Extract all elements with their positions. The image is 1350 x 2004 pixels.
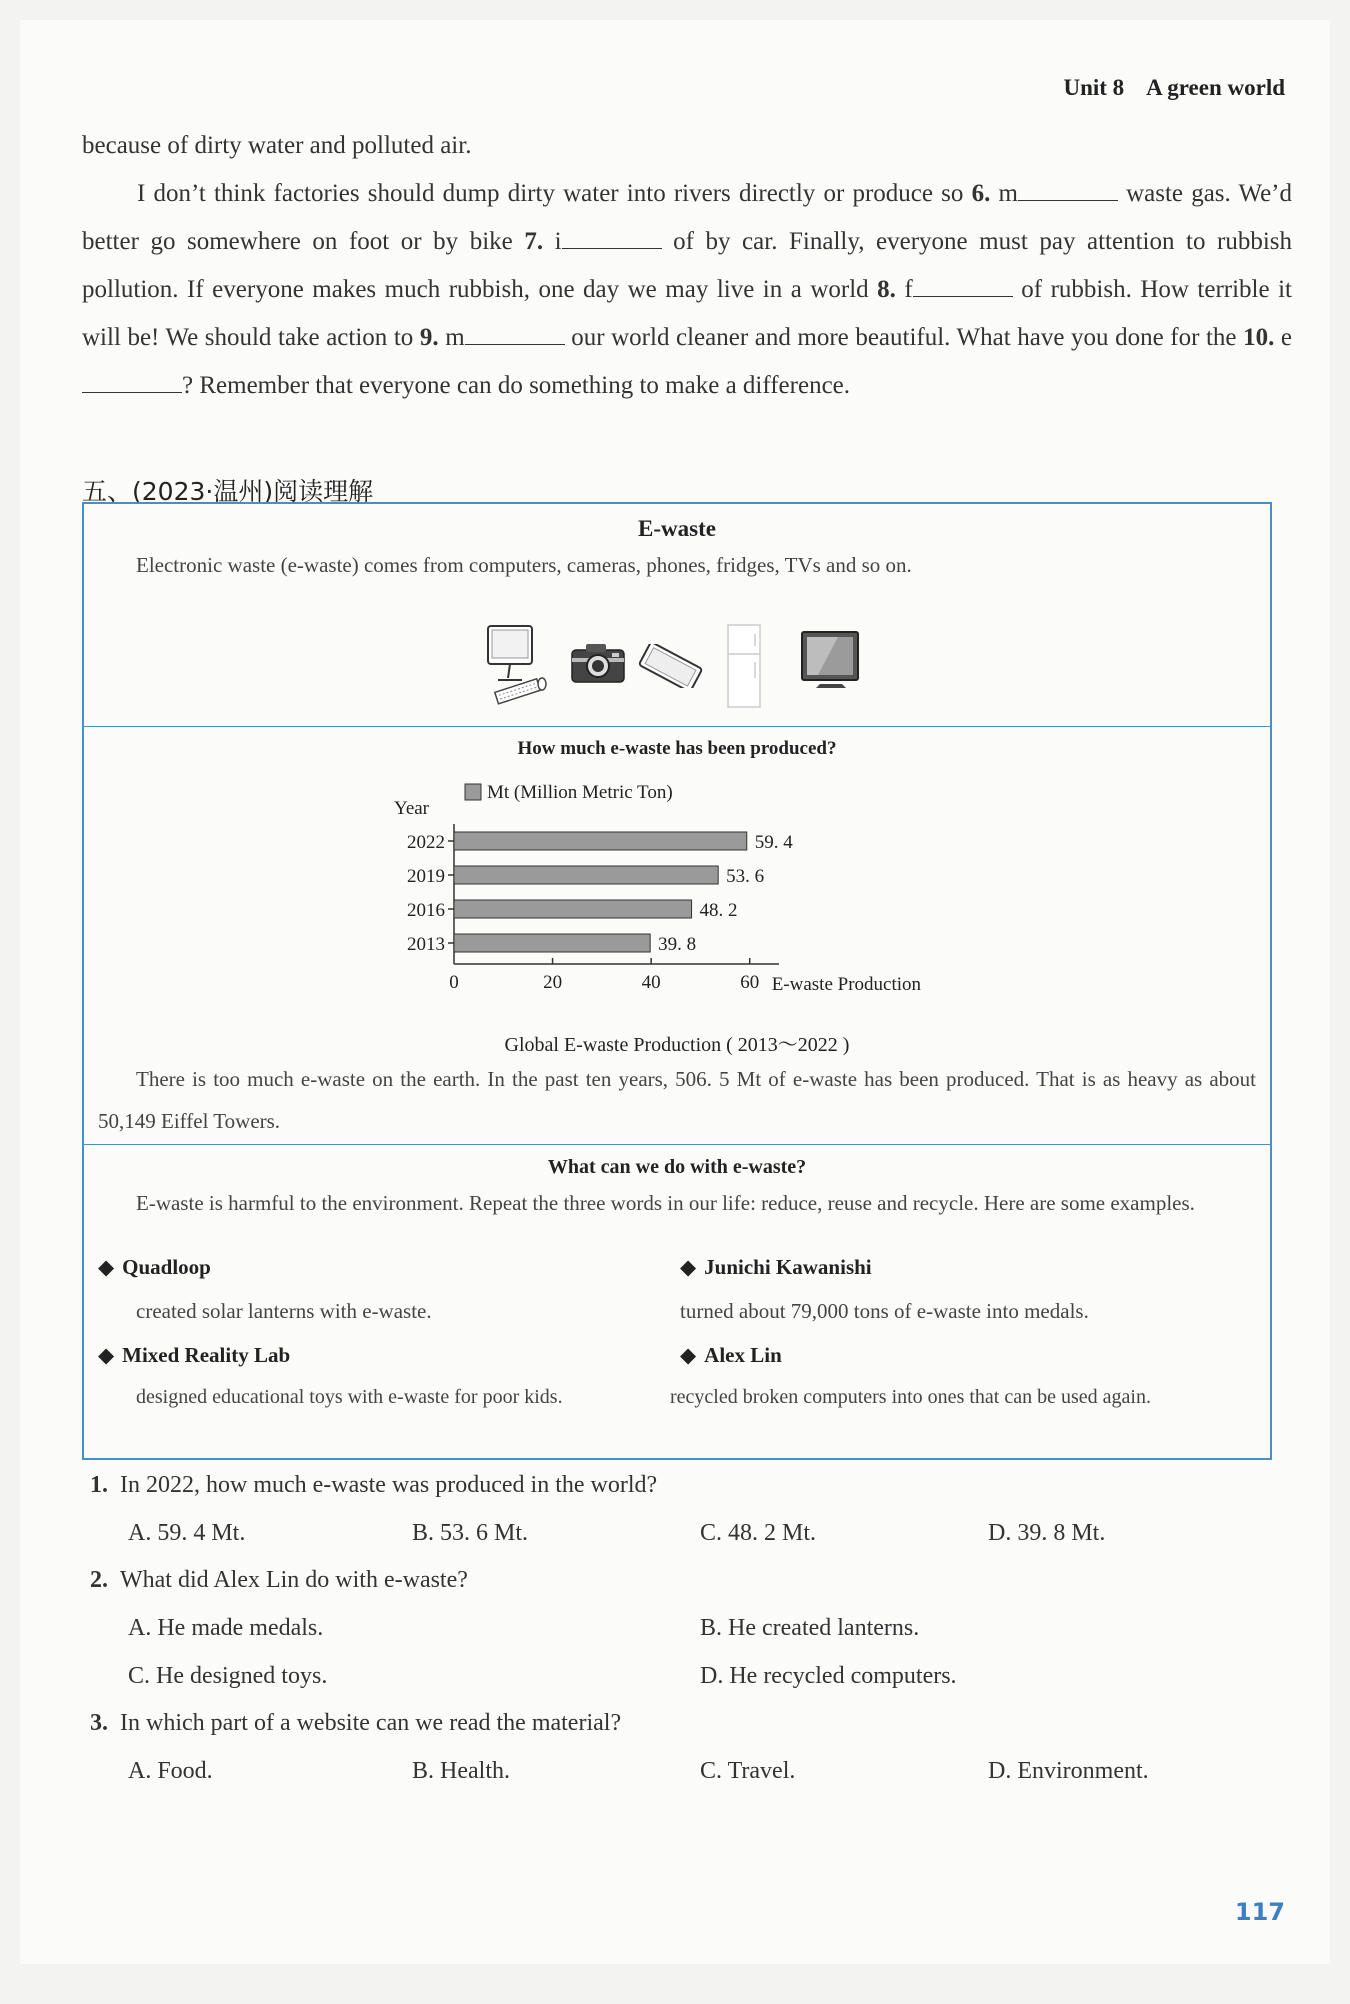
bar	[454, 866, 718, 884]
chart-caption: Global E-waste Production ( 2013～2022 )	[504, 1034, 850, 1056]
example-kawanishi-text: turned about 79,000 tons of e-waste into medals.	[680, 1299, 1089, 1323]
x-axis-label: E-waste Production	[771, 974, 922, 995]
example-alex-lin-text: recycled broken computers into ones that can be used again.	[670, 1386, 1151, 1408]
diamond-icon: ◆	[98, 1255, 115, 1279]
example-kawanishi-name: ◆ Junichi Kawanishi	[680, 1255, 872, 1279]
production-text: There is too much e-waste on the earth. In the past ten years, 506. 5 Mt of e-waste has been produced. That is as heavy as about 50,149 Eiffel Towers.	[98, 1067, 1256, 1133]
legend-label: Mt (Million Metric Ton)	[487, 782, 673, 803]
blank-number-9: 9.	[419, 324, 439, 351]
tv-icon	[798, 628, 864, 692]
blank-number-8: 8.	[877, 276, 896, 303]
y-axis-label: Year	[394, 798, 430, 819]
question-2-option-c[interactable]: C. He designed toys.	[128, 1663, 328, 1689]
question-1-option-d[interactable]: D. 39. 8 Mt.	[988, 1520, 1106, 1546]
textbook-page	[20, 20, 1330, 1964]
computer-icon	[482, 622, 552, 707]
bar-value-label: 39. 8	[658, 934, 697, 955]
blank-letter-6: m	[998, 180, 1018, 207]
bar-value-label: 59. 4	[754, 832, 793, 853]
reading-material-box	[82, 502, 1272, 1460]
question-2: 2. What did Alex Lin do with e-waste?	[90, 1567, 468, 1593]
bar-value-label: 53. 6	[726, 866, 765, 887]
y-tick-label: 2022	[407, 832, 445, 853]
blank-letter-9: m	[445, 324, 465, 351]
bar-chart	[84, 774, 1274, 1014]
example-mixed-reality-text: designed educational toys with e-waste for poor kids.	[136, 1386, 563, 1408]
blank-number-6: 6.	[971, 180, 991, 207]
y-tick-label: 2019	[407, 866, 445, 887]
section-title: 五、(2023·温州)阅读理解	[82, 477, 374, 506]
question-2-option-a[interactable]: A. He made medals.	[128, 1615, 324, 1641]
blank-letter-8: f	[904, 276, 913, 303]
y-tick-label: 2013	[407, 934, 445, 955]
blank-number-7: 7.	[524, 228, 544, 255]
question-3-option-d[interactable]: D. Environment.	[988, 1758, 1149, 1784]
x-tick-label: 0	[449, 972, 459, 993]
question-3-option-a[interactable]: A. Food.	[128, 1758, 213, 1784]
question-2-option-d[interactable]: D. He recycled computers.	[700, 1663, 957, 1689]
chart-title: How much e-waste has been produced?	[517, 738, 837, 759]
question-1: 1. In 2022, how much e-waste was produced in the world?	[90, 1472, 658, 1498]
fridge-icon	[724, 622, 764, 710]
blank-letter-7: i	[554, 228, 562, 255]
question-1-option-b[interactable]: B. 53. 6 Mt.	[412, 1520, 529, 1546]
header-unit: Unit 8	[1063, 75, 1125, 100]
ewaste-title: E-waste	[638, 516, 716, 541]
bar	[454, 832, 747, 850]
x-tick-label: 20	[543, 972, 563, 993]
what-can-intro: E-waste is harmful to the environment. Repeat the three words in our life: reduce, reuse and recycle. Here are some examples.	[136, 1191, 1195, 1215]
ewaste-intro: Electronic waste (e-waste) comes from computers, cameras, phones, fridges, TVs and so on.	[136, 553, 912, 577]
question-1-option-c[interactable]: C. 48. 2 Mt.	[700, 1520, 817, 1546]
example-mixed-reality-name: ◆ Mixed Reality Lab	[98, 1343, 291, 1367]
passage-line-1: because of dirty water and polluted air.	[82, 132, 472, 159]
blank-letter-10: e	[1280, 324, 1293, 351]
answer-blank-10[interactable]	[82, 370, 182, 393]
answer-blank-9[interactable]	[465, 322, 565, 345]
example-alex-lin-name: ◆ Alex Lin	[680, 1343, 782, 1367]
question-2-option-b[interactable]: B. He created lanterns.	[700, 1615, 920, 1641]
question-3-option-b[interactable]: B. Health.	[412, 1758, 510, 1784]
x-tick-label: 60	[740, 972, 760, 993]
answer-blank-6[interactable]	[1018, 178, 1118, 201]
question-3: 3. In which part of a website can we read the material?	[90, 1710, 622, 1736]
x-tick-label: 40	[641, 972, 661, 993]
diamond-icon: ◆	[680, 1255, 697, 1279]
what-can-title: What can we do with e-waste?	[547, 1156, 807, 1178]
camera-icon	[570, 640, 626, 686]
y-tick-label: 2016	[407, 900, 445, 921]
question-1-option-a[interactable]: A. 59. 4 Mt.	[128, 1520, 246, 1546]
page-number: 117	[1234, 1898, 1285, 1926]
page-header	[1063, 75, 1285, 101]
example-quadloop-name: ◆ Quadloop	[98, 1255, 211, 1279]
answer-blank-7[interactable]	[562, 226, 662, 249]
cloze-passage	[82, 122, 1292, 410]
passage-paragraph-2: I don’t think factories should dump dirty water into rivers directly or produce so 6. m waste gas. We’d better go somewhere on foot or by bike 7. i of by car. Finally, everyone must pay attention to rubbish pollution. If everyone makes much rubbish, one day we may live in a world 8. f of rubbish. How terrible it will be! We should take action to 9. m our world cleaner and more beautiful. What have you done for the 10. e? Remember that everyone can do something to make a difference.	[82, 180, 1293, 399]
tablet-icon	[634, 644, 708, 688]
box-divider-1	[84, 726, 1270, 727]
blank-number-10: 10.	[1243, 324, 1275, 351]
bar	[454, 934, 650, 952]
example-quadloop-text: created solar lanterns with e-waste.	[136, 1299, 432, 1323]
diamond-icon: ◆	[98, 1343, 115, 1367]
box-divider-2	[84, 1144, 1270, 1145]
bar	[454, 900, 692, 918]
header-title: A green world	[1146, 75, 1285, 100]
diamond-icon: ◆	[680, 1343, 697, 1367]
answer-blank-8[interactable]	[913, 274, 1013, 297]
bar-value-label: 48. 2	[699, 900, 738, 921]
legend-swatch	[465, 784, 481, 800]
question-3-option-c[interactable]: C. Travel.	[700, 1758, 796, 1784]
device-icons	[84, 622, 1270, 712]
